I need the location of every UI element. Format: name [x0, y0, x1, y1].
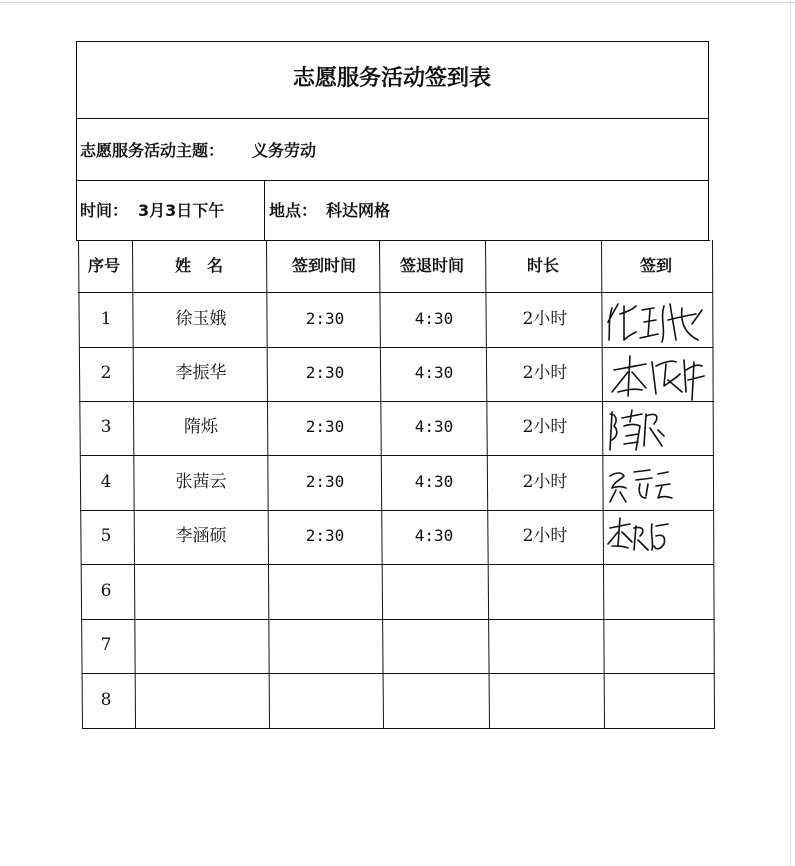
sign-out-time: 4:30 — [414, 471, 454, 491]
row-number: 7 — [100, 635, 112, 655]
table-border — [81, 619, 714, 620]
sign-in-time: 2:30 — [305, 308, 345, 328]
column-header-duration: 时长 — [526, 256, 560, 275]
row-number: 8 — [100, 689, 112, 710]
sign-in-time: 2:30 — [305, 471, 345, 491]
duration: 2小时 — [522, 363, 568, 383]
row-number: 6 — [100, 580, 112, 601]
row-number: 1 — [100, 308, 112, 329]
table-border — [132, 240, 136, 728]
handwritten-signature — [606, 462, 706, 512]
sign-in-time: 2:30 — [305, 526, 345, 545]
table-border — [485, 240, 490, 728]
duration: 2小时 — [522, 526, 568, 546]
sign-out-time: 4:30 — [414, 363, 454, 382]
table-border — [82, 728, 715, 729]
theme-label: 志愿服务活动主题： — [80, 141, 225, 160]
sign-in-time: 2:30 — [305, 417, 345, 436]
time-label: 时间： — [80, 201, 129, 220]
sign-out-time: 4:30 — [414, 526, 454, 545]
place-label: 地点： — [269, 201, 318, 220]
place-value: 科达网格 — [326, 201, 391, 220]
time-value: 3月3日下午 — [138, 201, 225, 220]
volunteer-name: 李振华 — [175, 363, 227, 383]
handwritten-signature — [606, 406, 706, 456]
table-border — [82, 673, 715, 674]
column-header-sign-out-time: 签退时间 — [399, 256, 465, 275]
column-header-sign-in-time: 签到时间 — [291, 256, 357, 275]
handwritten-signature — [606, 516, 706, 566]
table-border — [264, 180, 265, 241]
duration: 2小时 — [522, 417, 568, 437]
column-header-name: 姓 名 — [174, 256, 224, 275]
table-border — [76, 41, 709, 42]
row-number: 5 — [100, 526, 112, 546]
handwritten-signature — [606, 300, 706, 350]
table-border — [76, 118, 709, 119]
table-border — [266, 240, 270, 728]
volunteer-name: 徐玉娥 — [175, 308, 227, 329]
sign-in-time: 2:30 — [305, 363, 345, 382]
duration: 2小时 — [522, 308, 568, 329]
table-border — [708, 41, 709, 241]
row-number: 4 — [100, 471, 112, 492]
sign-out-time: 4:30 — [414, 308, 454, 328]
volunteer-name: 隋烁 — [184, 417, 218, 437]
table-border — [78, 292, 713, 293]
table-border — [379, 240, 384, 728]
row-number: 3 — [100, 417, 112, 437]
column-header-signature: 签到 — [639, 256, 673, 275]
column-header-no: 序号 — [87, 256, 121, 275]
table-border — [76, 41, 77, 241]
handwritten-signature — [606, 352, 706, 402]
duration: 2小时 — [522, 471, 568, 492]
page-title: 志愿服务活动签到表 — [292, 66, 492, 91]
volunteer-name: 李涵硕 — [175, 526, 227, 546]
table-border — [601, 240, 605, 728]
table-border — [77, 240, 710, 241]
volunteer-name: 张茜云 — [175, 471, 227, 492]
theme-value: 义务劳动 — [252, 141, 317, 160]
sign-out-time: 4:30 — [414, 417, 454, 436]
table-border — [76, 180, 709, 181]
table-border — [78, 240, 83, 728]
table-border — [712, 240, 715, 728]
row-number: 2 — [100, 363, 112, 383]
